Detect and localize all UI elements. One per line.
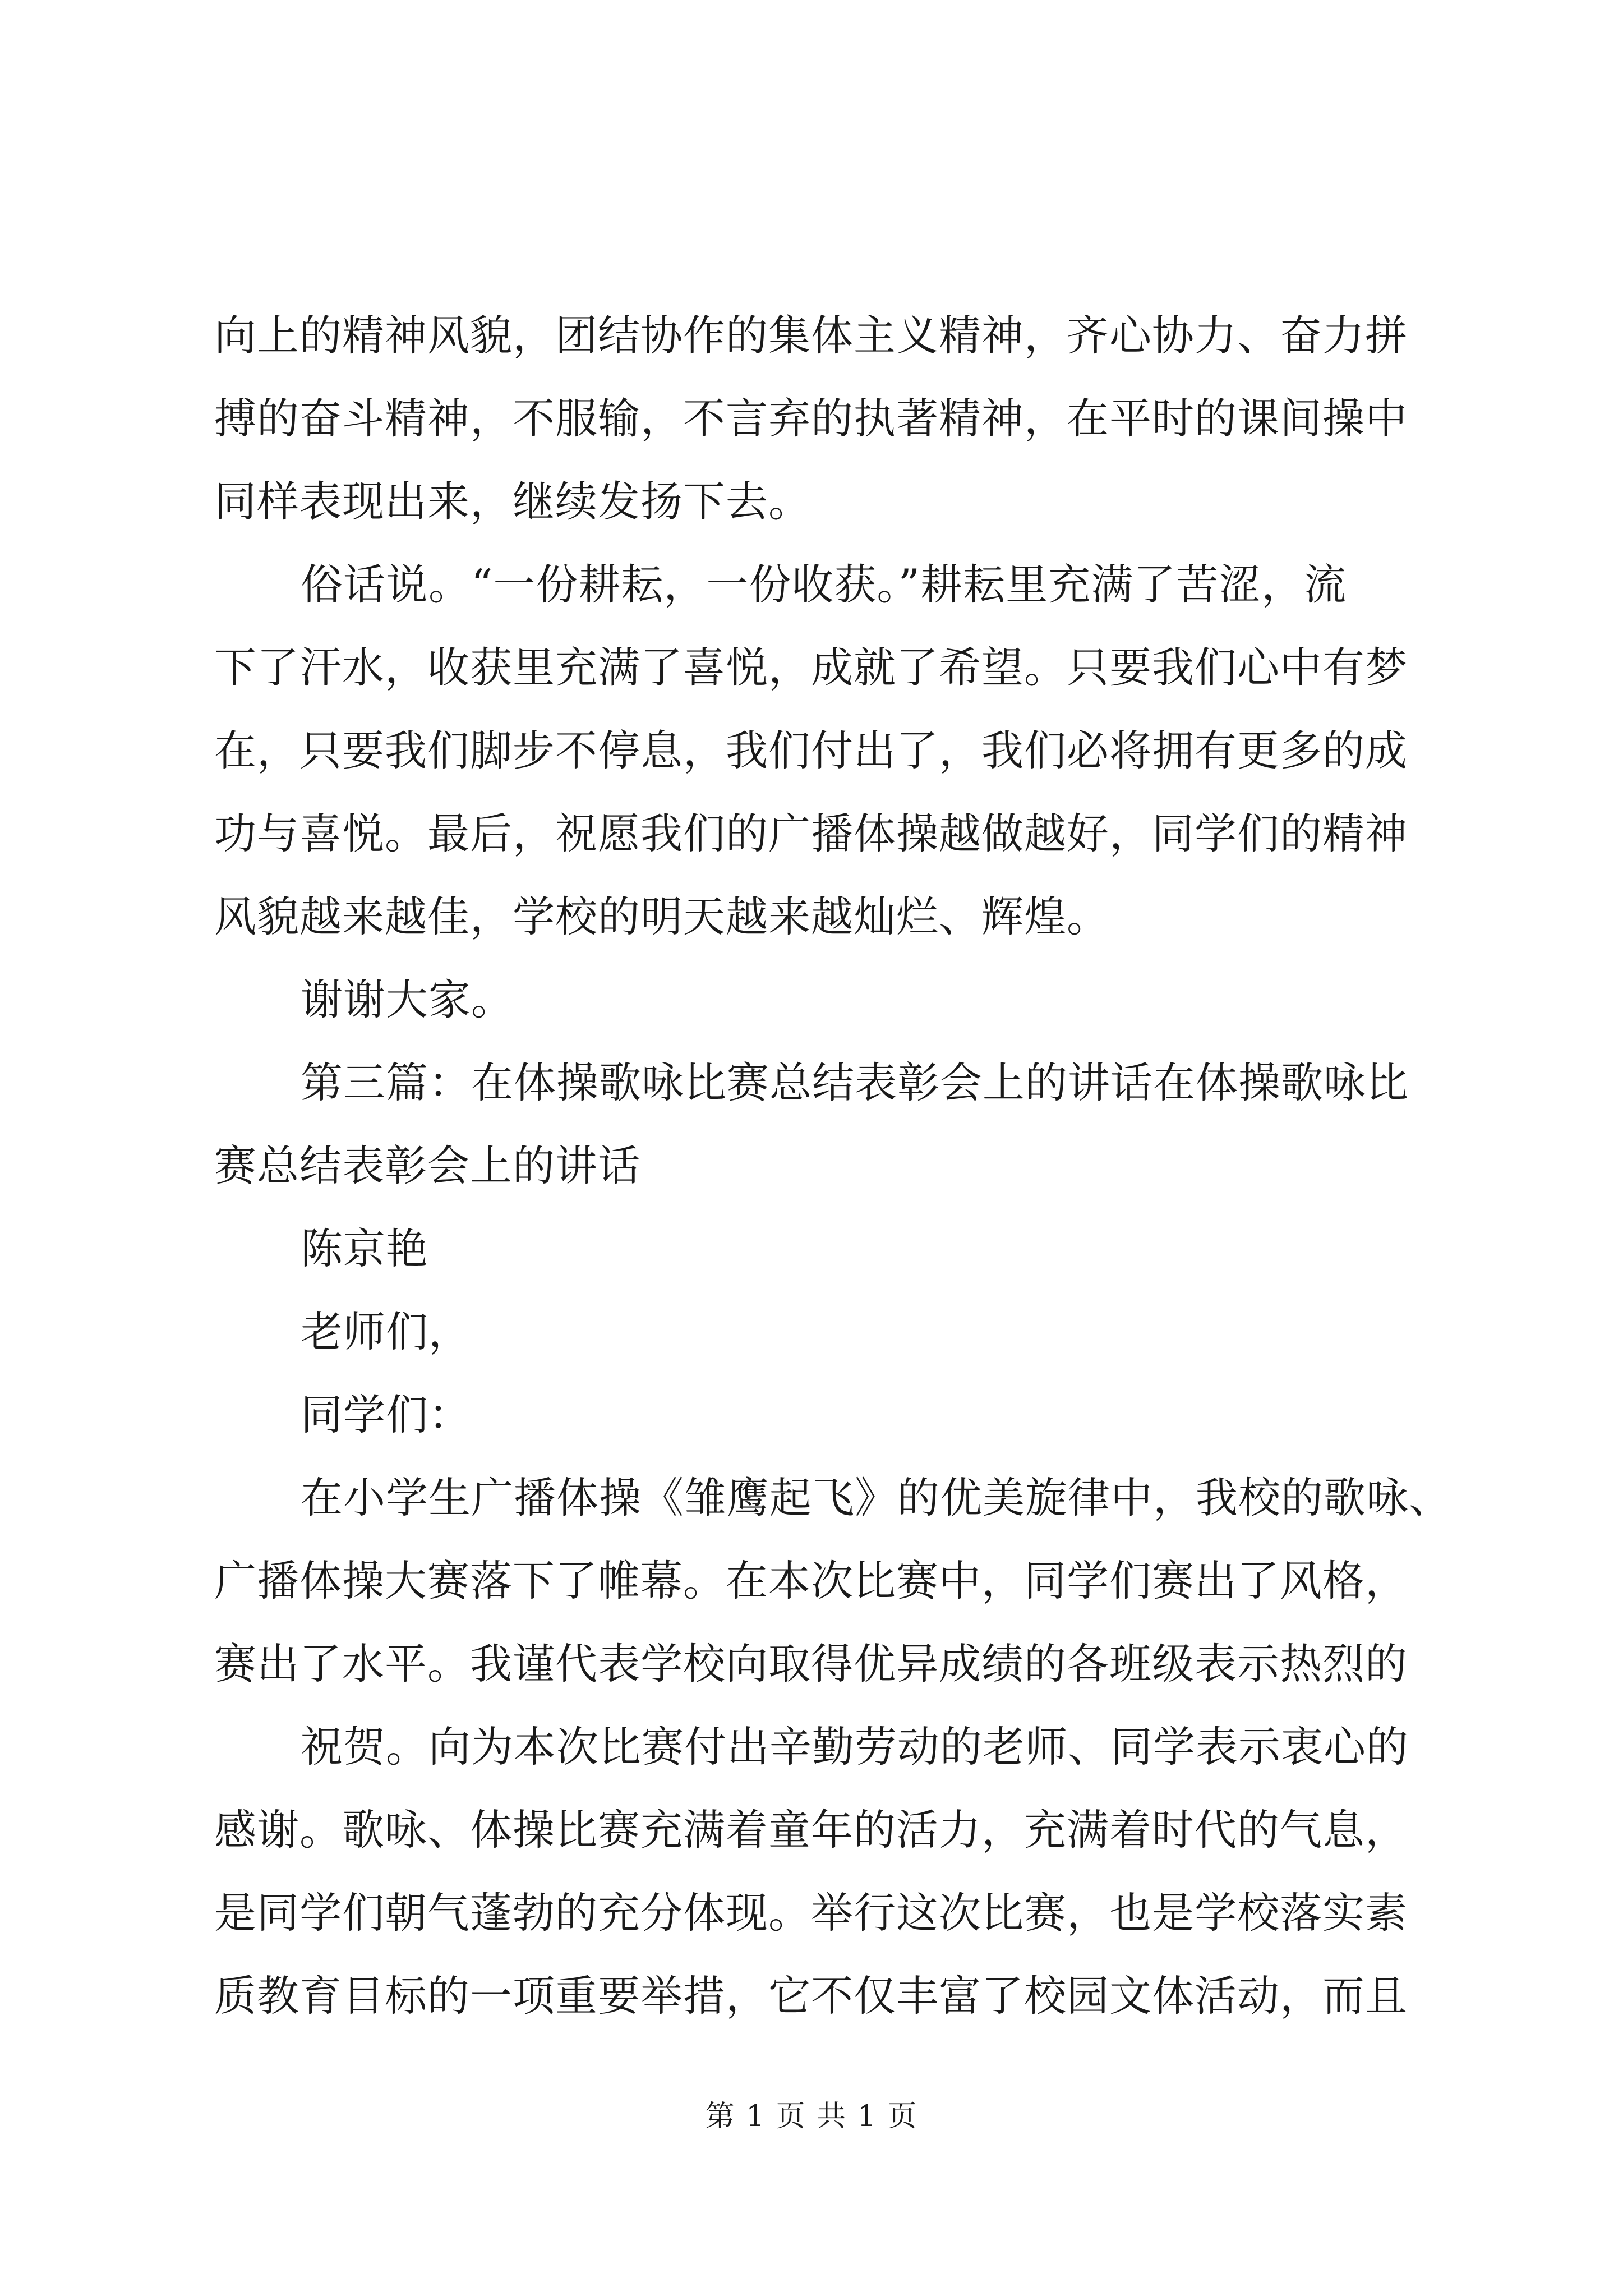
body-line: 向上的精神风貌，团结协作的集体主义精神，齐心协力、奋力拼 [214, 311, 1408, 360]
salutation-line: 同学们： [301, 1390, 472, 1439]
body-line: 谢谢大家。 [301, 975, 514, 1024]
salutation-line: 老师们， [301, 1307, 472, 1356]
page-footer: 第 1 页 共 1 页 [705, 2100, 918, 2133]
body-line: 是同学们朝气蓬勃的充分体现。举行这次比赛，也是学校落实素 [214, 1888, 1408, 1938]
body-line: 质教育目标的一项重要举措，它不仅丰富了校园文体活动，而且 [214, 1971, 1408, 2021]
body-line: 同样表现出来，继续发扬下去。 [214, 477, 811, 526]
section-heading: 第三篇：在体操歌咏比赛总结表彰会上的讲话在体操歌咏比 [301, 1058, 1409, 1107]
body-line: 广播体操大赛落下了帷幕。在本次比赛中，同学们赛出了风格， [214, 1556, 1408, 1605]
body-line: 搏的奋斗精神，不服输，不言弃的执著精神，在平时的课间操中 [214, 394, 1408, 443]
body-line: 赛出了水平。我谨代表学校向取得优异成绩的各班级表示热烈的 [214, 1639, 1408, 1688]
body-line: 在，只要我们脚步不停息，我们付出了，我们必将拥有更多的成 [214, 726, 1408, 775]
body-line: 在小学生广播体操《雏鹰起飞》的优美旋律中，我校的歌咏、 [301, 1473, 1452, 1522]
body-line: 下了汗水，收获里充满了喜悦，成就了希望。只要我们心中有梦 [214, 643, 1408, 692]
section-heading: 赛总结表彰会上的讲话 [214, 1141, 641, 1190]
author-name: 陈京艳 [301, 1224, 429, 1273]
body-line: 感谢。歌咏、体操比赛充满着童年的活力，充满着时代的气息， [214, 1805, 1408, 1855]
body-line: 祝贺。向为本次比赛付出辛勤劳动的老师、同学表示衷心的 [301, 1722, 1409, 1772]
body-line: 俗话说。“一份耕耘，一份收获。”耕耘里充满了苦涩，流 [301, 560, 1347, 609]
body-line: 风貌越来越佳，学校的明天越来越灿烂、辉煌。 [214, 892, 1110, 941]
body-line: 功与喜悦。最后，祝愿我们的广播体操越做越好，同学们的精神 [214, 809, 1408, 858]
